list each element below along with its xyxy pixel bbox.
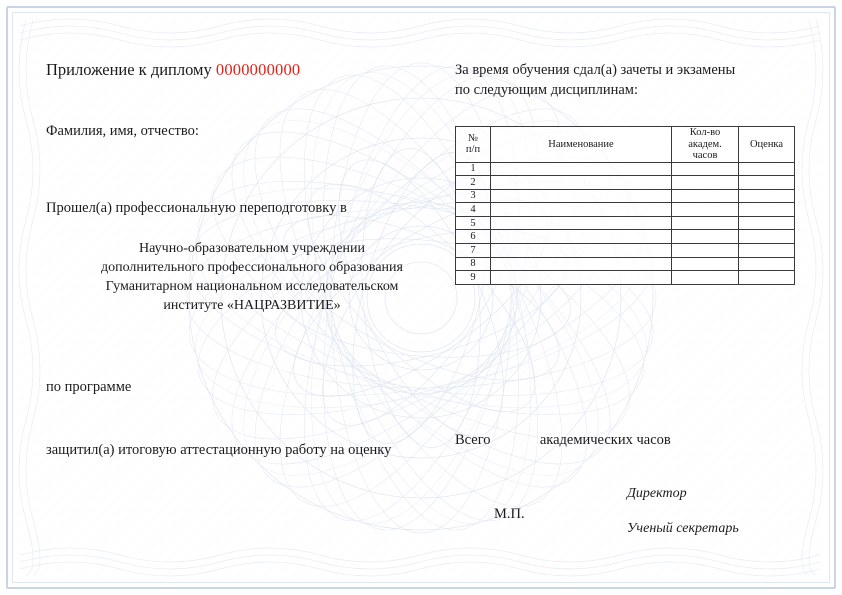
cell-mark[interactable] [739, 271, 795, 285]
disciplines-table-head [456, 127, 795, 163]
cell-mark[interactable] [739, 189, 795, 203]
organization-line-3: Гуманитарном национальном исследовательском [105, 279, 399, 294]
exams-intro-line-1: За время обучения сдал(а) зачеты и экзамены [455, 62, 736, 78]
cell-mark[interactable] [739, 230, 795, 244]
cell-hours[interactable] [672, 271, 739, 285]
cell-number: 1 [456, 162, 491, 176]
cell-number: 7 [456, 244, 491, 258]
organization-block [46, 239, 436, 315]
table-row [456, 216, 795, 230]
cell-hours[interactable] [672, 162, 739, 176]
cell-name[interactable] [491, 244, 672, 258]
table-row [456, 230, 795, 244]
header-hours-line1: Кол-во [689, 127, 721, 138]
cell-mark[interactable] [739, 176, 795, 190]
cell-mark[interactable] [739, 216, 795, 230]
cell-hours[interactable] [672, 216, 739, 230]
header-name: Наименование [491, 127, 672, 163]
cell-name[interactable] [491, 162, 672, 176]
left-column [46, 60, 436, 459]
header-number [456, 127, 491, 163]
cell-name[interactable] [491, 203, 672, 217]
cell-mark[interactable] [739, 203, 795, 217]
total-hours-line [455, 432, 671, 449]
table-row [456, 189, 795, 203]
table-row [456, 257, 795, 271]
page-title [46, 60, 436, 80]
stamp-place-label: М.П. [494, 506, 525, 522]
cell-hours[interactable] [672, 176, 739, 190]
program-label: по программе [46, 379, 132, 395]
fullname-label: Фамилия, имя, отчество: [46, 123, 199, 139]
defended-work-label: защитил(а) итоговую аттестационную работу на оценку [46, 442, 392, 458]
header-mark: Оценка [739, 127, 795, 163]
table-row [456, 203, 795, 217]
cell-hours[interactable] [672, 257, 739, 271]
cell-name[interactable] [491, 189, 672, 203]
table-row [456, 162, 795, 176]
header-number-line1: № [467, 132, 479, 144]
exams-intro [455, 60, 795, 100]
cell-hours[interactable] [672, 230, 739, 244]
cell-name[interactable] [491, 230, 672, 244]
header-number-line2: п/п [465, 144, 481, 156]
cell-number: 4 [456, 203, 491, 217]
cell-hours[interactable] [672, 203, 739, 217]
table-header-row [456, 127, 795, 163]
retraining-label: Прошел(а) профессиональную переподготовку в [46, 200, 347, 216]
cell-name[interactable] [491, 257, 672, 271]
header-hours-line3: часов [692, 150, 718, 161]
signature-director-label: Директор [627, 486, 687, 501]
table-row [456, 244, 795, 258]
cell-number: 6 [456, 230, 491, 244]
total-label: Всего [455, 432, 491, 448]
cell-mark[interactable] [739, 162, 795, 176]
organization-line-4: институте «НАЦРАЗВИТИЕ» [163, 298, 341, 313]
organization-line-2: дополнительного профессионального образования [101, 260, 403, 275]
header-hours [672, 127, 739, 163]
cell-name[interactable] [491, 271, 672, 285]
cell-number: 8 [456, 257, 491, 271]
right-column [455, 60, 795, 285]
cell-number: 5 [456, 216, 491, 230]
disciplines-table-body [456, 162, 795, 284]
cell-name[interactable] [491, 176, 672, 190]
table-row [456, 176, 795, 190]
cell-mark[interactable] [739, 257, 795, 271]
cell-name[interactable] [491, 216, 672, 230]
table-row [456, 271, 795, 285]
cell-hours[interactable] [672, 189, 739, 203]
cell-hours[interactable] [672, 244, 739, 258]
signature-secretary-label: Ученый секретарь [627, 521, 739, 536]
cell-number: 2 [456, 176, 491, 190]
cell-mark[interactable] [739, 244, 795, 258]
cell-number: 3 [456, 189, 491, 203]
cell-number: 9 [456, 271, 491, 285]
disciplines-table [455, 126, 795, 285]
exams-intro-line-2: по следующим дисциплинам: [455, 82, 638, 98]
total-suffix: академических часов [539, 432, 671, 448]
diploma-number: 0000000000 [215, 60, 301, 79]
header-hours-line2: академ. [688, 138, 722, 150]
organization-line-1: Научно-образовательном учреждении [139, 241, 365, 256]
page-title-text: Приложение к диплому [46, 60, 212, 79]
